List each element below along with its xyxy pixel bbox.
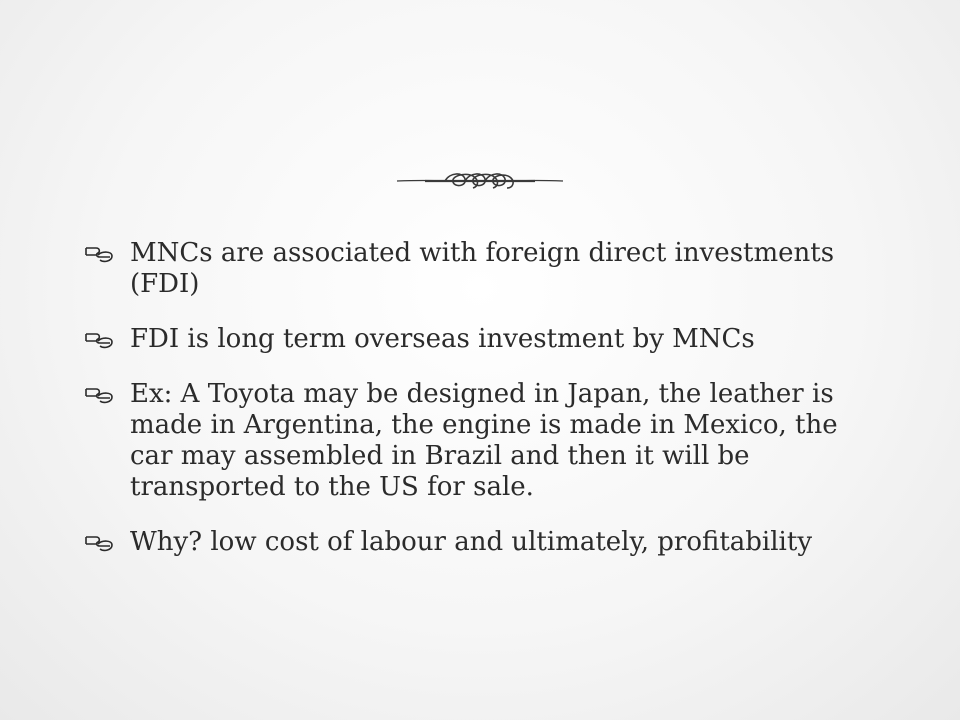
scroll-bullet-icon [82,534,116,554]
bullet-text: Ex: A Toyota may be designed in Japan, the leather is made in Argentina, the engine is made in Mexico, the car may assembled in Brazil and then it will be transported to the US for sale. [130,379,838,502]
scroll-bullet-icon [82,331,116,351]
bullet-text: MNCs are associated with foreign direct investments (FDI) [130,238,835,299]
bullet-list [82,238,872,582]
list-item [82,238,872,300]
list-item [82,527,872,558]
bullet-text: Why? low cost of labour and ultimately, profitability [130,527,813,557]
list-item [82,379,872,503]
flourish-divider-icon [395,166,565,196]
scroll-bullet-icon [82,245,116,265]
bullet-text: FDI is long term overseas investment by MNCs [130,324,755,354]
list-item [82,324,872,355]
scroll-bullet-icon [82,386,116,406]
